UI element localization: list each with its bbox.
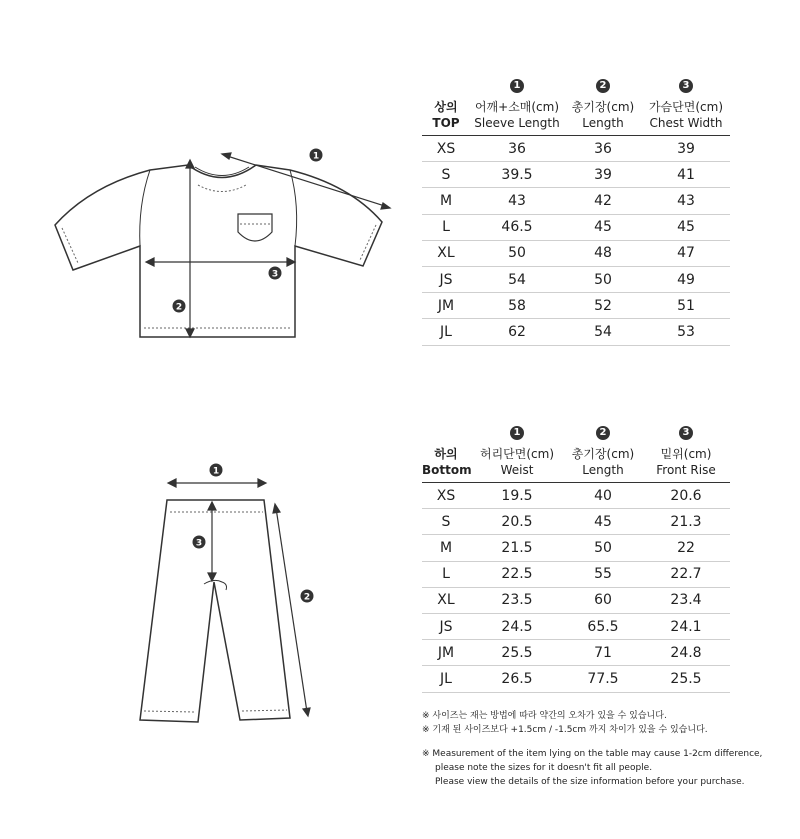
top-label xyxy=(422,76,470,136)
size-cell: JM xyxy=(422,293,470,319)
size-cell: L xyxy=(422,214,470,240)
note-en-1: ※ Measurement of the item lying on the table may cause 1-2cm difference, xyxy=(422,749,763,759)
note-en-3: Please view the details of the size information before your purchase. xyxy=(435,777,745,787)
table-row xyxy=(422,162,730,188)
measurement-cell: 23.4 xyxy=(642,587,730,613)
number-badge-icon: 1 xyxy=(510,79,524,93)
bottom-marker-2: 2 xyxy=(303,592,311,603)
measurement-cell: 36 xyxy=(564,136,642,162)
measurement-cell: 19.5 xyxy=(470,483,564,509)
measurement-cell: 20.5 xyxy=(470,509,564,535)
bottom-size-table xyxy=(422,423,730,693)
table-row xyxy=(422,293,730,319)
size-cell: S xyxy=(422,509,470,535)
measurement-cell: 50 xyxy=(564,266,642,292)
number-badge-icon: 3 xyxy=(679,426,693,440)
measurement-cell: 58 xyxy=(470,293,564,319)
measurement-cell: 42 xyxy=(564,188,642,214)
measurement-cell: 54 xyxy=(470,266,564,292)
measurement-cell: 24.5 xyxy=(470,613,564,639)
bottom-marker-1: 1 xyxy=(212,466,220,477)
table-row xyxy=(422,509,730,535)
top-marker-2: 2 xyxy=(175,302,183,313)
top-label-en: TOP xyxy=(432,116,460,130)
measurement-cell: 51 xyxy=(642,293,730,319)
measurement-cell: 41 xyxy=(642,162,730,188)
measurement-cell: 39.5 xyxy=(470,162,564,188)
measurement-cell: 60 xyxy=(564,587,642,613)
measurement-cell: 20.6 xyxy=(642,483,730,509)
measurement-cell: 39 xyxy=(642,136,730,162)
measurement-cell: 26.5 xyxy=(470,666,564,692)
number-badge-icon: 2 xyxy=(596,426,610,440)
measurement-cell: 49 xyxy=(642,266,730,292)
number-badge-icon: 3 xyxy=(679,79,693,93)
bottom-col-2-header: 2 총기장(cm) Length xyxy=(564,423,642,483)
top-table-header xyxy=(422,76,730,136)
measurement-cell: 48 xyxy=(564,240,642,266)
measurement-cell: 40 xyxy=(564,483,642,509)
number-badge-icon: 2 xyxy=(596,79,610,93)
table-row xyxy=(422,535,730,561)
number-badge-icon: 1 xyxy=(510,426,524,440)
size-cell: L xyxy=(422,561,470,587)
size-cell: JL xyxy=(422,319,470,345)
measurement-cell: 71 xyxy=(564,640,642,666)
measurement-cell: 62 xyxy=(470,319,564,345)
measurement-cell: 47 xyxy=(642,240,730,266)
measurement-cell: 39 xyxy=(564,162,642,188)
measurement-cell: 43 xyxy=(642,188,730,214)
measurement-cell: 45 xyxy=(642,214,730,240)
measurement-cell: 25.5 xyxy=(642,666,730,692)
table-row xyxy=(422,561,730,587)
table-row xyxy=(422,666,730,692)
measurement-cell: 52 xyxy=(564,293,642,319)
measurement-cell: 21.5 xyxy=(470,535,564,561)
measurement-cell: 65.5 xyxy=(564,613,642,639)
measurement-cell: 24.8 xyxy=(642,640,730,666)
bottom-garment-illustration xyxy=(130,455,330,735)
bottom-marker-3: 3 xyxy=(195,538,203,549)
measurement-cell: 25.5 xyxy=(470,640,564,666)
table-row xyxy=(422,319,730,345)
measurement-cell: 50 xyxy=(564,535,642,561)
table-row xyxy=(422,613,730,639)
table-row xyxy=(422,214,730,240)
top-garment-illustration xyxy=(40,140,410,350)
size-cell: JS xyxy=(422,613,470,639)
size-cell: JL xyxy=(422,666,470,692)
table-row xyxy=(422,136,730,162)
table-row xyxy=(422,587,730,613)
measurement-cell: 45 xyxy=(564,509,642,535)
measurement-cell: 22.5 xyxy=(470,561,564,587)
measurement-cell: 46.5 xyxy=(470,214,564,240)
measurement-cell: 23.5 xyxy=(470,587,564,613)
measurement-cell: 36 xyxy=(470,136,564,162)
top-size-table xyxy=(422,76,730,346)
measurement-cell: 22.7 xyxy=(642,561,730,587)
bottom-label-en: Bottom xyxy=(422,463,472,477)
measurement-cell: 50 xyxy=(470,240,564,266)
measurement-cell: 77.5 xyxy=(564,666,642,692)
top-marker-3: 3 xyxy=(271,269,279,280)
bottom-table-header xyxy=(422,423,730,483)
measurement-cell: 53 xyxy=(642,319,730,345)
bottom-label-kr: 하의 xyxy=(434,447,458,461)
note-kr-2: ※ 기재 된 사이즈보다 +1.5cm / -1.5cm 까지 차이가 있을 수 있습니다. xyxy=(422,725,708,735)
top-col-3-header: 3 가슴단면(cm) Chest Width xyxy=(642,76,730,136)
size-cell: XL xyxy=(422,240,470,266)
measurement-cell: 55 xyxy=(564,561,642,587)
size-cell: XS xyxy=(422,136,470,162)
size-cell: JM xyxy=(422,640,470,666)
note-en-2: please note the sizes for it doesn't fit all people. xyxy=(435,763,653,773)
measurement-cell: 54 xyxy=(564,319,642,345)
top-col-2-header: 2 총기장(cm) Length xyxy=(564,76,642,136)
measurement-cell: 45 xyxy=(564,214,642,240)
top-col-1-header: 1 어깨+소매(cm) Sleeve Length xyxy=(470,76,564,136)
table-row xyxy=(422,640,730,666)
measurement-cell: 22 xyxy=(642,535,730,561)
top-marker-1: 1 xyxy=(312,151,320,162)
bottom-col-1-header: 1 허리단면(cm) Weist xyxy=(470,423,564,483)
size-cell: XS xyxy=(422,483,470,509)
size-cell: XL xyxy=(422,587,470,613)
table-row xyxy=(422,188,730,214)
bottom-col-3-header: 3 밑위(cm) Front Rise xyxy=(642,423,730,483)
measurement-cell: 21.3 xyxy=(642,509,730,535)
size-cell: M xyxy=(422,188,470,214)
size-cell: S xyxy=(422,162,470,188)
measurement-cell: 43 xyxy=(470,188,564,214)
top-label-kr: 상의 xyxy=(434,100,458,114)
size-notes xyxy=(422,709,762,789)
table-row xyxy=(422,483,730,509)
measurement-cell: 24.1 xyxy=(642,613,730,639)
size-cell: JS xyxy=(422,266,470,292)
bottom-label xyxy=(422,423,470,483)
note-kr-1: ※ 사이즈는 재는 방법에 따라 약간의 오차가 있을 수 있습니다. xyxy=(422,711,667,721)
table-row xyxy=(422,240,730,266)
size-cell: M xyxy=(422,535,470,561)
bottom-measure-markers xyxy=(193,464,314,603)
table-row xyxy=(422,266,730,292)
